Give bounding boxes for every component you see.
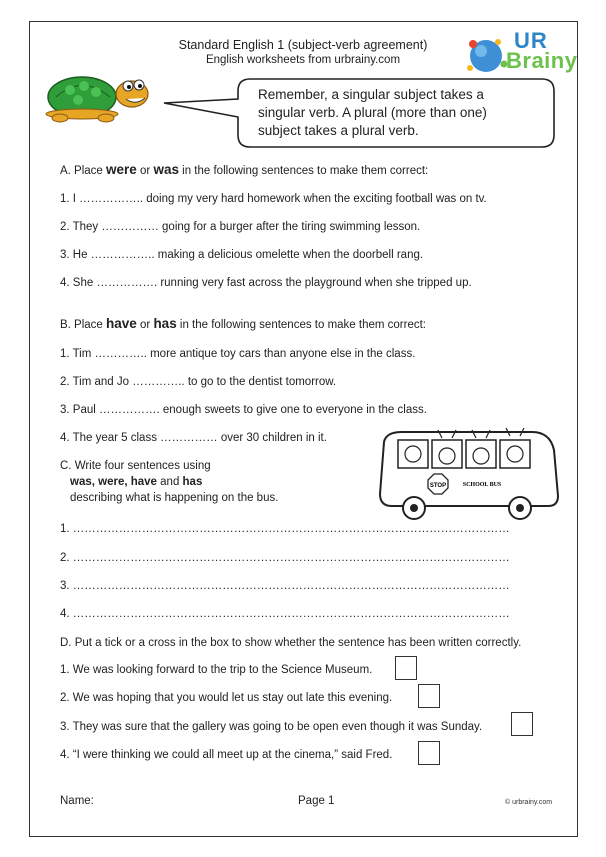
answer-line: 1. ……………………………………………………………………………………………………: [60, 523, 510, 535]
section-a-question: 2. They …………… going for a burger after the tiring swimming lesson.: [60, 221, 421, 233]
section-c-instruction: describing what is happening on the bus.: [70, 492, 279, 504]
section-b-question: 2. Tim and Jo ………….. to go to the dentist tomorrow.: [60, 376, 337, 388]
section-b-heading: B. Place have or has in the following sentences to make them correct:: [60, 316, 426, 331]
section-b-question: 4. The year 5 class …………… over 30 children in it.: [60, 432, 327, 444]
tick-box[interactable]: [418, 684, 440, 708]
section-a-question: 1. I …………….. doing my very hard homework when the exciting football was on tv.: [60, 193, 487, 205]
section-b-question: 1. Tim ………….. more antique toy cars than anyone else in the class.: [60, 348, 416, 360]
section-c-words: was, were, have and has: [70, 476, 203, 488]
section-a-question: 3. He …………….. making a delicious omelette when the doorbell rang.: [60, 249, 424, 261]
tortoise-mascot-icon: [44, 66, 156, 124]
worksheet-title: Standard English 1 (subject-verb agreement): [178, 38, 428, 52]
worksheet-subtitle: English worksheets from urbrainy.com: [205, 54, 401, 66]
tick-box[interactable]: [418, 741, 440, 765]
section-d-question: 1. We was looking forward to the trip to the Science Museum.: [60, 664, 373, 676]
grammar-rule-text: Remember, a singular subject takes a singular verb. A plural (more than one) subject takes a plural verb.: [258, 87, 487, 138]
section-a-heading: A. Place were or was in the following sentences to make them correct:: [60, 162, 429, 177]
answer-line: 3. ……………………………………………………………………………………………………: [60, 580, 510, 592]
stop-sign-text: STOP: [429, 483, 447, 489]
urbrainy-logo: [462, 28, 578, 80]
logo-ur-text: UR: [514, 28, 548, 53]
section-b-question: 3. Paul ……………. enough sweets to give one to everyone in the class.: [60, 404, 427, 416]
logo-brainy-text: Brainy: [506, 48, 578, 73]
page-number: Page 1: [298, 795, 335, 807]
section-d-question: 4. “I were thinking we could all meet up at the cinema,” said Fred.: [60, 749, 393, 761]
section-d-question: 3. They was sure that the gallery was going to be open even though it was Sunday.: [60, 721, 483, 733]
answer-line: 4. ……………………………………………………………………………………………………: [60, 608, 510, 620]
school-bus-text: SCHOOL BUS: [462, 482, 502, 488]
section-c-heading: C. Write four sentences using: [60, 460, 211, 472]
answer-line: 2. ……………………………………………………………………………………………………: [60, 552, 510, 564]
tick-box[interactable]: [395, 656, 417, 680]
section-d-question: 2. We was hoping that you would let us stay out late this evening.: [60, 692, 393, 704]
section-a-question: 4. She ……………. running very fast across the playground when she tripped up.: [60, 277, 472, 289]
section-d-heading: D. Put a tick or a cross in the box to show whether the sentence has been written correctly.: [60, 637, 522, 649]
copyright-text: © urbrainy.com: [505, 799, 553, 806]
tick-box[interactable]: [511, 712, 533, 736]
school-bus-illustration: [372, 424, 562, 524]
name-label: Name:: [60, 795, 94, 807]
